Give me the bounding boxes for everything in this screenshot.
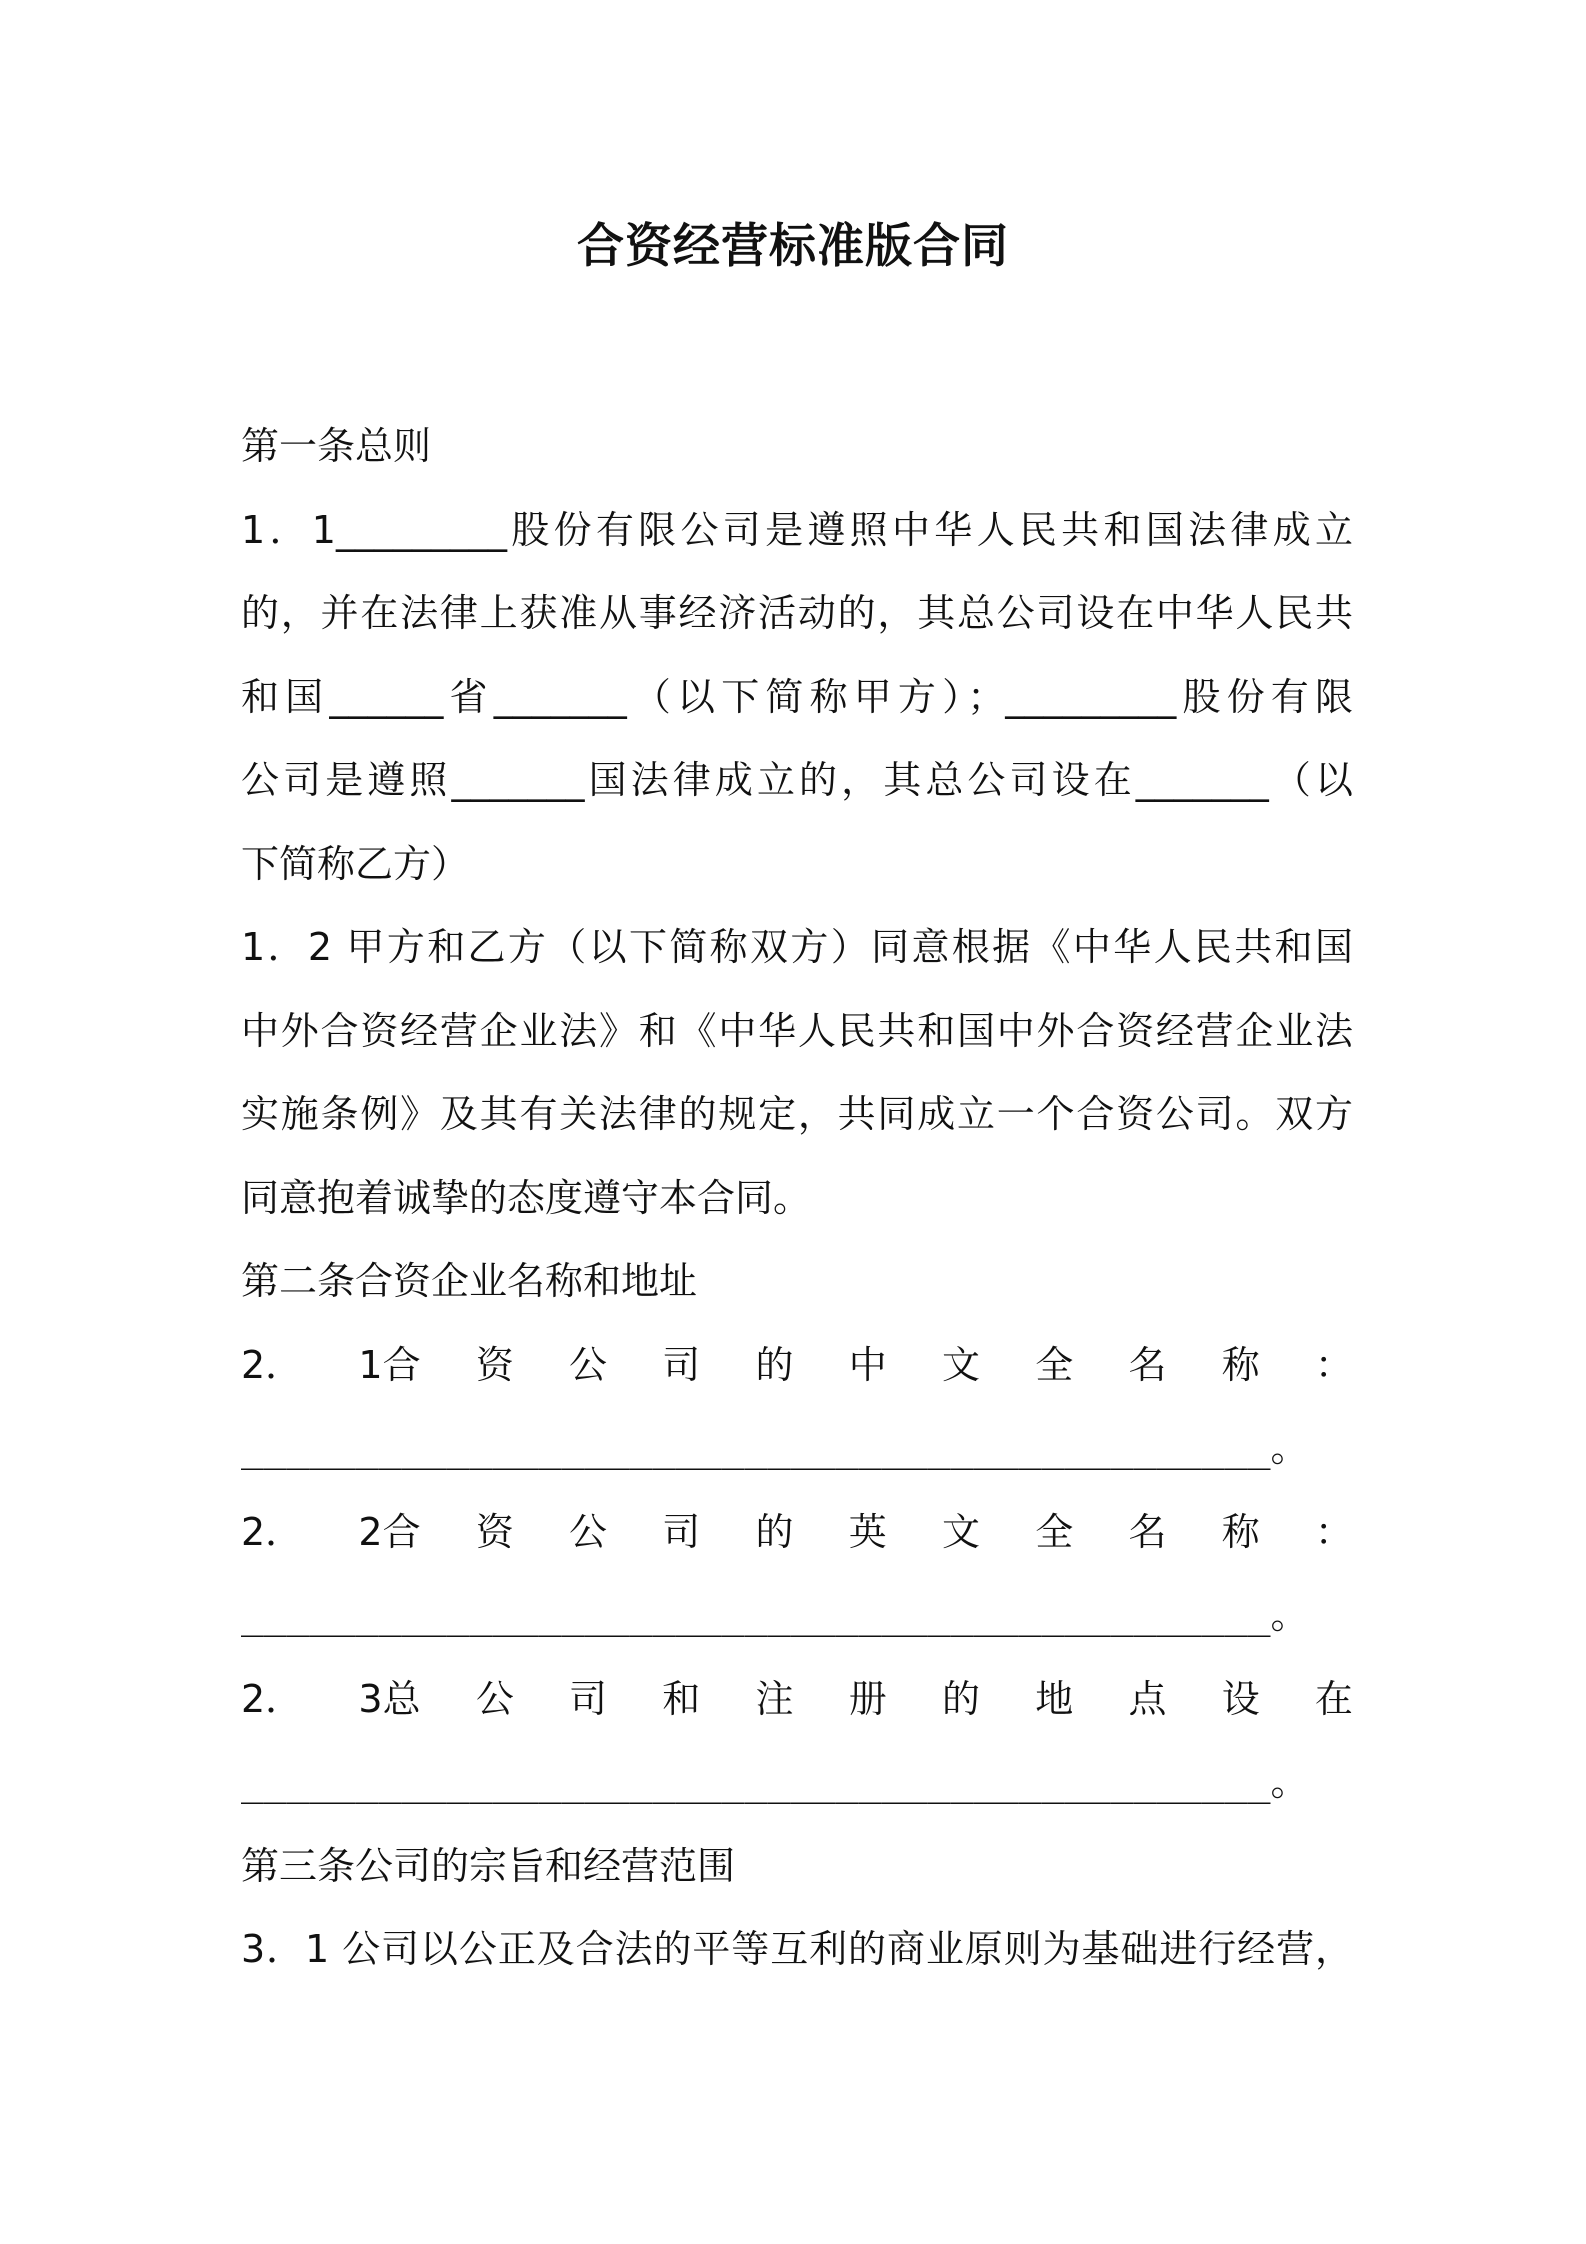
clause-2-3-label: [241, 1658, 1353, 1742]
spread-char: 2．: [241, 1342, 304, 1387]
spread-char: 和: [662, 1676, 701, 1721]
spread-char: 文: [941, 1509, 980, 1554]
spread-char: 全: [1035, 1342, 1074, 1387]
spread-char: 1合: [358, 1342, 421, 1387]
spread-char: 在: [1314, 1676, 1353, 1721]
spread-char: 称: [1221, 1342, 1260, 1387]
spread-char: 称: [1221, 1509, 1260, 1554]
article-3-heading: 第三条公司的宗旨和经营范围: [241, 1843, 736, 1888]
document-body: [241, 405, 1353, 1992]
spread-char: 司: [662, 1509, 701, 1554]
spread-char: 名: [1128, 1509, 1167, 1554]
paragraph-line: 中外合资经营企业法》和《中华人民共和国中外合资经营企业法: [241, 1008, 1353, 1053]
spread-char: 公: [569, 1342, 608, 1387]
article-2-heading: 第二条合资企业名称和地址: [241, 1259, 698, 1303]
spread-char: 司: [569, 1676, 608, 1721]
spread-char: 册: [848, 1676, 887, 1721]
clause-2-2-blank-line: _____________________________________________。: [241, 1593, 1309, 1637]
spread-char: 资: [475, 1342, 514, 1387]
spread-char: 公: [569, 1509, 608, 1554]
paragraph-line: 3．1 公司以公正及合法的平等互利的商业原则为基础进行经营，: [241, 1927, 1353, 1971]
spread-char: 设: [1221, 1676, 1260, 1721]
spread-char: 2．: [241, 1676, 304, 1721]
paragraph-line: 下简称乙方）: [241, 841, 470, 886]
spread-char: ：: [1314, 1342, 1353, 1387]
spread-char: 英: [848, 1509, 887, 1554]
document-title: 合资经营标准版合同: [577, 219, 1009, 274]
spread-char: 点: [1128, 1676, 1167, 1721]
spread-char: 注: [755, 1676, 794, 1721]
spread-char: 全: [1035, 1509, 1074, 1554]
paragraph-line: 的，并在法律上获准从事经济活动的，其总公司设在中华人民共: [241, 591, 1353, 635]
spread-char: 的: [755, 1509, 794, 1554]
article-1-heading: 第一条总则: [241, 424, 432, 468]
spread-char: 的: [755, 1342, 794, 1387]
spread-char: 资: [475, 1509, 514, 1554]
spread-char: 名: [1128, 1342, 1167, 1387]
spread-char: 2合: [358, 1509, 421, 1554]
paragraph-line: 1．2 甲方和乙方（以下简称双方）同意根据《中华人民共和国: [241, 925, 1353, 969]
spread-char: 的: [941, 1676, 980, 1721]
spread-char: 中: [848, 1342, 887, 1387]
paragraph-line: 同意抱着诚挚的态度遵守本合同。: [241, 1175, 812, 1220]
paragraph-line: 1．1_________股份有限公司是遵照中华人民共和国法律成立: [241, 507, 1353, 552]
clause-2-1-blank-line: _____________________________________________。: [241, 1426, 1309, 1470]
spread-char: 司: [662, 1342, 701, 1387]
clause-2-3-blank-line: _____________________________________________。: [241, 1760, 1309, 1804]
paragraph-line: 公司是遵照_______国法律成立的，其总公司设在_______（以: [241, 758, 1353, 802]
spread-char: 文: [941, 1342, 980, 1387]
spread-char: 地: [1035, 1676, 1074, 1721]
clause-2-2-label: [241, 1491, 1353, 1575]
clause-2-1-label: [241, 1324, 1353, 1408]
spread-char: ：: [1314, 1509, 1353, 1554]
paragraph-line: 和国______省_______（以下简称甲方）；_________股份有限: [241, 674, 1353, 719]
paragraph-line: 实施条例》及其有关法律的规定，共同成立一个合资公司。双方: [241, 1092, 1353, 1136]
spread-char: 公: [475, 1676, 514, 1721]
spread-char: 2．: [241, 1509, 304, 1554]
spread-char: 3总: [358, 1676, 421, 1721]
